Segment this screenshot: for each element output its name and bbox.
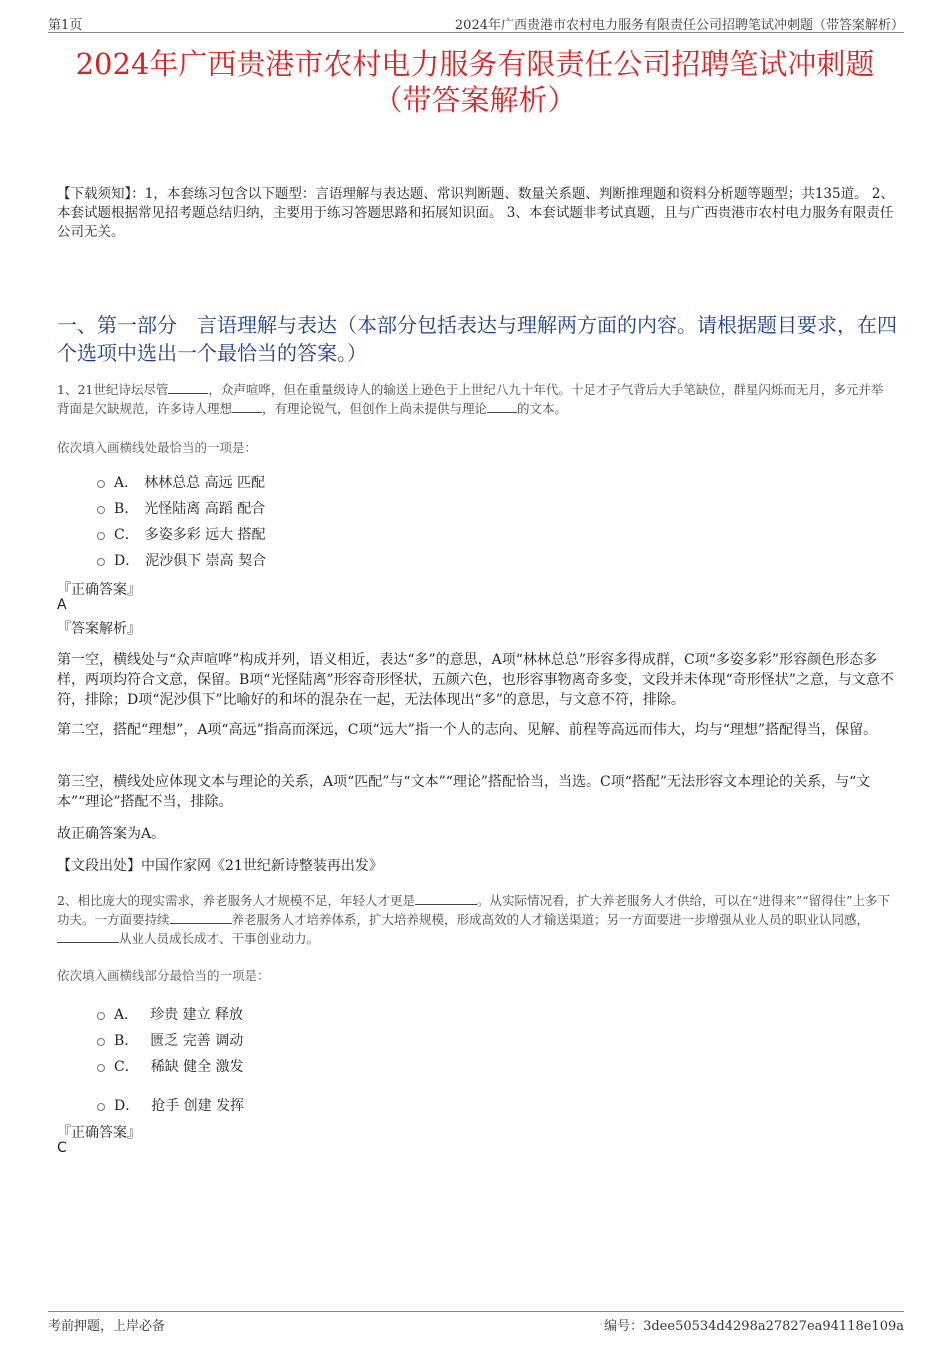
radio-icon[interactable] — [97, 1064, 105, 1072]
q1-instruction: 依次填入画横线处最恰当的一项是： — [57, 440, 258, 455]
radio-icon[interactable] — [97, 1103, 105, 1111]
q1-analysis-conclusion: 故正确答案为A。 — [57, 826, 166, 842]
q2-option-c[interactable] — [97, 1056, 244, 1076]
option-letter: A． — [114, 1007, 139, 1023]
q2-option-b[interactable] — [97, 1030, 243, 1050]
option-letter: A． — [114, 475, 139, 491]
q1-option-c[interactable] — [97, 524, 266, 544]
radio-icon[interactable] — [97, 506, 105, 514]
page-subtitle: （带答案解析） — [373, 83, 577, 117]
option-text: 林林总总 高远 匹配 — [144, 475, 266, 491]
option-letter: B． — [114, 1033, 139, 1049]
header-rule — [48, 32, 904, 33]
q2-answer-value: C — [57, 1140, 67, 1156]
q1-analysis-para-1: 第一空，横线处与“众声喧哗”构成并列，语义相近，表达“多”的意思，A项“林林总总”形容多得成群，C项“多姿多彩”形容颜色形态多样，两项均符合文意，保留。B项“光怪陆离”形容奇形怪状，五颜六色，也形容事物离奇多变，文段并未体现“奇形怪状”之意，与文意不符，排除；D项“泥沙俱下”比喻好的和坏的混杂在一起，无法体现出“多”的意思，与文意不符，排除。 — [57, 652, 894, 708]
option-text: 多姿多彩 远大 搭配 — [144, 527, 266, 543]
q1-text-part1: 1、21世纪诗坛尽管 — [57, 382, 169, 397]
radio-icon[interactable] — [97, 1038, 105, 1046]
blank-1 — [415, 892, 477, 905]
q2-option-d[interactable] — [97, 1095, 244, 1115]
q1-answer-value: A — [57, 597, 67, 613]
option-letter: C． — [114, 527, 139, 543]
option-text: 抢手 创建 发挥 — [151, 1098, 245, 1114]
q2-text-part1: 2、相比庞大的现实需求，养老服务人才规模不足，年轻人才更是 — [57, 893, 415, 908]
blank-3 — [57, 930, 119, 943]
header-page-number: 第1页 — [48, 18, 83, 33]
q2-text-part4: 从业人员成长成才、干事创业动力。 — [119, 931, 320, 946]
option-letter: B． — [114, 501, 139, 517]
q2-answer-label: 『正确答案』 — [57, 1125, 141, 1141]
option-text: 稀缺 健全 激发 — [150, 1059, 244, 1075]
page-title: 2024年广西贵港市农村电力服务有限责任公司招聘笔试冲刺题 — [75, 47, 875, 81]
q1-analysis-label: 『答案解析』 — [57, 621, 141, 637]
option-text: 珍贵 建立 释放 — [150, 1007, 244, 1023]
q1-option-b[interactable] — [97, 498, 265, 518]
footer-doc-id: 编号：3dee50534d4298a27827ea94118e109a — [604, 1319, 904, 1334]
blank-3 — [487, 400, 517, 413]
q1-option-d[interactable] — [97, 550, 266, 570]
download-notice: 【下载须知】：1，本套练习包含以下题型：言语理解与表达题、常识判断题、数量关系题、判断推理题和资料分析题等题型；共135道。 2、本套试题根据常见招考题总结归纳，主要用于练习答题思路和拓展知识面。 3、本套试题非考试真题，且与广西贵港市农村电力服务有限责任公司无关。 — [57, 186, 894, 240]
q1-text-part4: 的文本。 — [517, 401, 568, 416]
radio-icon[interactable] — [97, 558, 105, 566]
option-text: 泥沙俱下 崇高 契合 — [145, 553, 267, 569]
radio-icon[interactable] — [97, 1012, 105, 1020]
option-text: 匮乏 完善 调动 — [150, 1033, 244, 1049]
q1-analysis-para-2: 第二空，搭配“理想”，A项“高远”指高而深远，C项“远大”指一个人的志向、见解、前程等高远而伟大，均与“理想”搭配得当，保留。 — [57, 722, 878, 738]
q2-text-part2: 。从实际情况看，扩大养老服务人才供给，可以在“进得来”“留得住”上多下功夫。一方面要持续 — [57, 893, 891, 927]
q1-answer-label: 『正确答案』 — [57, 582, 141, 598]
radio-icon[interactable] — [97, 532, 105, 540]
q1-text-part3: ，有理论锐气，但创作上尚未提供与理论 — [262, 401, 488, 416]
q2-option-a[interactable] — [97, 1004, 243, 1024]
q2-instruction: 依次填入画横线部分最恰当的一项是： — [57, 968, 270, 983]
option-letter: D． — [114, 553, 140, 569]
option-letter: D． — [114, 1098, 140, 1114]
footer-slogan: 考前押题，上岸必备 — [48, 1319, 166, 1334]
radio-icon[interactable] — [97, 480, 105, 488]
question-2-stem — [57, 891, 892, 948]
option-letter: C． — [114, 1059, 139, 1075]
header-doc-title: 2024年广西贵港市农村电力服务有限责任公司招聘笔试冲刺题（带答案解析） — [454, 18, 904, 33]
footer-rule — [48, 1311, 904, 1312]
q1-text-part2: ，众声喧哗，但在重量级诗人的输送上逊色于上世纪八九十年代。十足才子气背后大手笔缺位，群星闪烁而无月，多元并举背面是欠缺规范，许多诗人理想 — [57, 382, 884, 416]
option-text: 光怪陆离 高蹈 配合 — [144, 501, 266, 517]
q1-source: 【文段出处】中国作家网《21世纪新诗整装再出发》 — [57, 858, 383, 874]
question-1-stem — [57, 380, 892, 418]
section-heading: 一、第一部分 言语理解与表达（本部分包括表达与理解两方面的内容。请根据题目要求，在四个选项中选出一个最恰当的答案。） — [57, 313, 897, 365]
blank-1 — [168, 381, 208, 394]
blank-2 — [232, 400, 262, 413]
blank-2 — [170, 911, 232, 924]
q1-analysis-para-3: 第三空，横线处应体现文本与理论的关系，A项“匹配”与“文本”“理论”搭配恰当，当选。C项“搭配”无法形容文本理论的关系，与“文本”“理论”搭配不当，排除。 — [57, 774, 871, 810]
q2-text-part3: 养老服务人才培养体系，扩大培养规模，形成高效的人才输送渠道；另一方面要进一步增强从业人员的职业认同感， — [231, 912, 870, 927]
q1-option-a[interactable] — [97, 472, 265, 492]
